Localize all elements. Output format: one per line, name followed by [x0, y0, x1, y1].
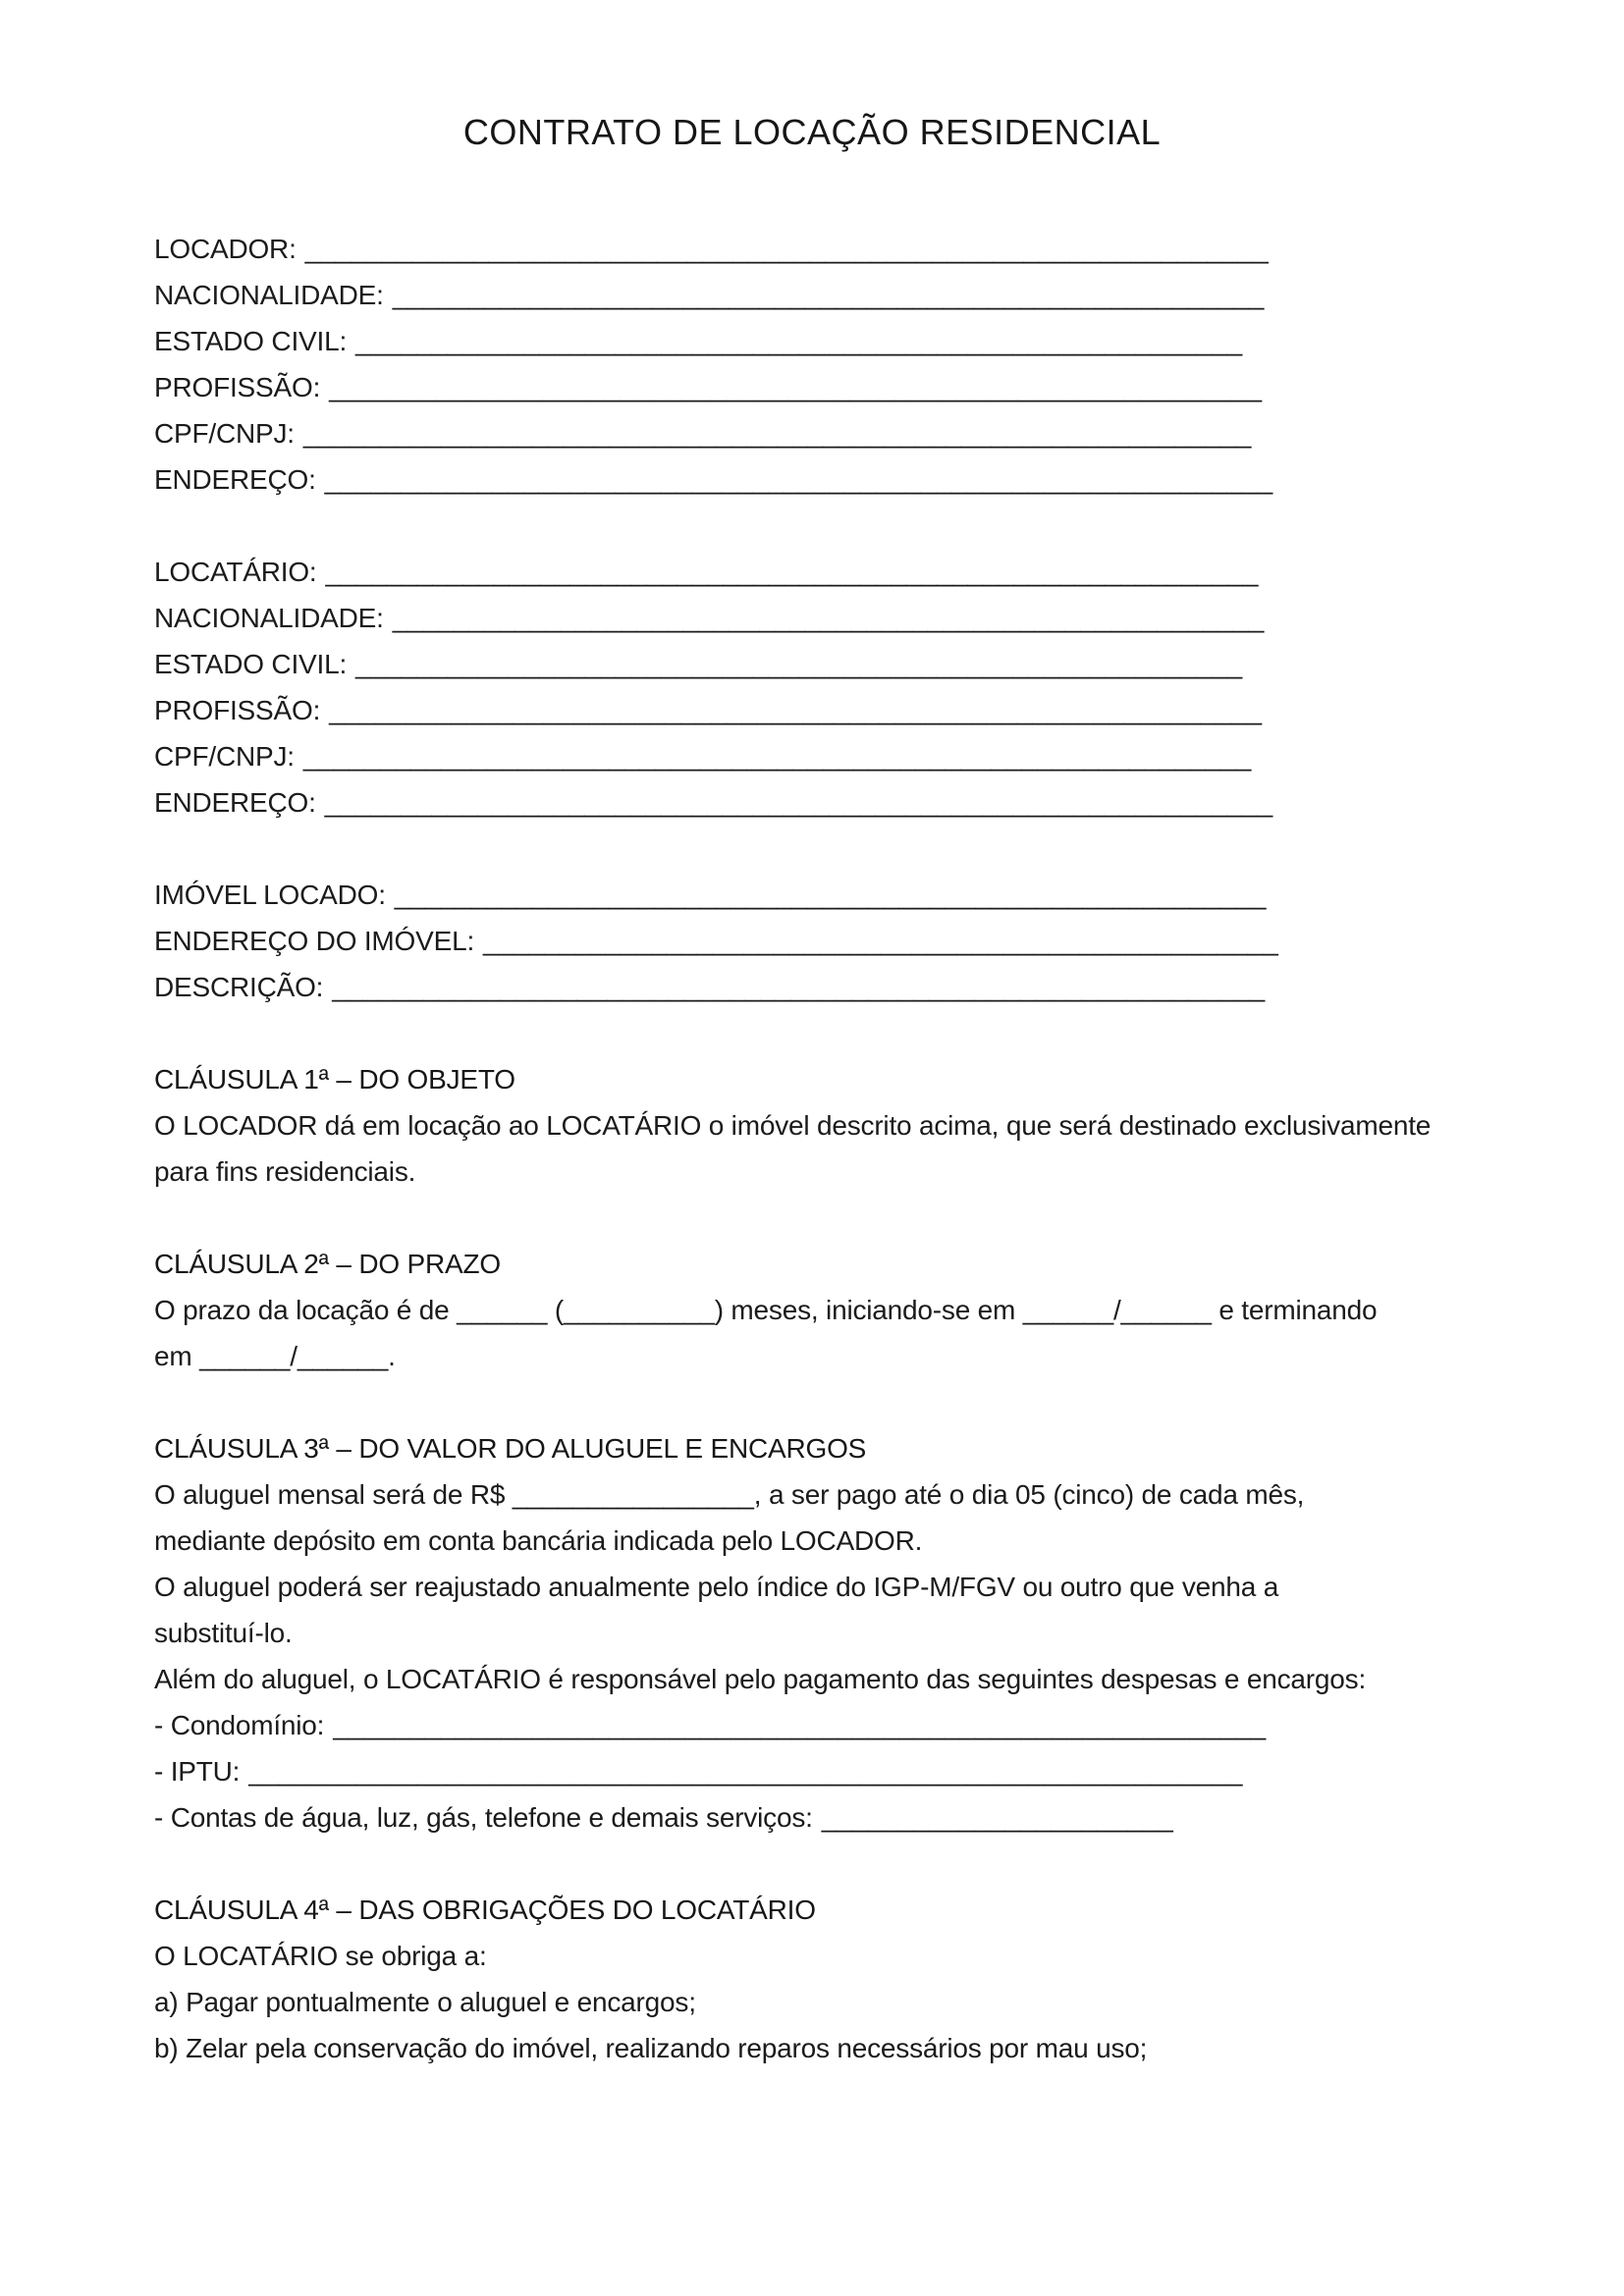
field-blank-locatario: _____________________________________________________________ [325, 557, 1259, 587]
section-locador [154, 226, 1585, 503]
field-condominio [154, 1702, 1585, 1748]
field-label: NACIONALIDADE: [154, 280, 384, 310]
clause-text-line: O aluguel poderá ser reajustado anualmente pelo índice do IGP-M/FGV ou outro que venha a [154, 1572, 1279, 1602]
clause-text-line: substituí-lo. [154, 1618, 293, 1648]
clause-3-valor-aluguel [154, 1425, 1585, 1841]
clause-text-line: em ______/______. [154, 1341, 396, 1371]
field-blank-condominio: _____________________________________________________________ [333, 1710, 1267, 1740]
field-label: ESTADO CIVIL: [154, 326, 348, 356]
field-label: ENDEREÇO: [154, 464, 316, 495]
clause-text-line: O LOCADOR dá em locação ao LOCATÁRIO o imóvel descrito acima, que será destinado exclusivamente [154, 1110, 1432, 1141]
field-label: ENDEREÇO: [154, 787, 316, 818]
field-label: ESTADO CIVIL: [154, 649, 348, 679]
clause-text-line: para fins residenciais. [154, 1156, 416, 1187]
field-label: CPF/CNPJ: [154, 418, 295, 449]
field-blank-endereco-do-imovel: ____________________________________________________ [483, 926, 1278, 956]
clause-text-line: a) Pagar pontualmente o aluguel e encargos; [154, 1987, 696, 2017]
field-profissao-locatario [154, 687, 1585, 733]
field-blank-nacionalidade: _________________________________________________________ [392, 603, 1265, 633]
field-blank-estado-civil: __________________________________________________________ [355, 649, 1243, 679]
field-label: LOCADOR: [154, 234, 297, 264]
clause-heading: CLÁUSULA 4ª – DAS OBRIGAÇÕES DO LOCATÁRIO [154, 1895, 816, 1925]
field-cpf-cnpj-locador [154, 410, 1585, 456]
clause-text-line: mediante depósito em conta bancária indicada pelo LOCADOR. [154, 1525, 923, 1556]
field-locatario [154, 549, 1585, 595]
field-label: - IPTU: [154, 1756, 241, 1787]
field-blank-descricao: _____________________________________________________________ [332, 972, 1266, 1002]
field-blank-cpf-cnpj: ______________________________________________________________ [302, 418, 1252, 449]
field-label: - Contas de água, luz, gás, telefone e demais serviços: [154, 1802, 813, 1833]
field-nacionalidade-locador [154, 272, 1585, 318]
field-label: - Condomínio: [154, 1710, 325, 1740]
field-blank-profissao: _____________________________________________________________ [329, 695, 1263, 725]
field-label: ENDEREÇO DO IMÓVEL: [154, 926, 475, 956]
field-label: IMÓVEL LOCADO: [154, 880, 386, 910]
clause-2-prazo [154, 1241, 1585, 1379]
field-estado-civil-locador [154, 318, 1585, 364]
field-estado-civil-locatario [154, 641, 1585, 687]
clause-heading: CLÁUSULA 2ª – DO PRAZO [154, 1249, 501, 1279]
field-blank-profissao: _____________________________________________________________ [329, 372, 1263, 402]
field-blank-estado-civil: __________________________________________________________ [355, 326, 1243, 356]
field-iptu [154, 1748, 1585, 1794]
field-label: NACIONALIDADE: [154, 603, 384, 633]
field-endereco-locador [154, 456, 1585, 503]
field-blank-iptu: _________________________________________________________________ [248, 1756, 1243, 1787]
field-blank-contas-servicos: _______________________ [821, 1802, 1173, 1833]
field-label: LOCATÁRIO: [154, 557, 317, 587]
field-blank-cpf-cnpj: ______________________________________________________________ [302, 741, 1252, 772]
field-endereco-locatario [154, 779, 1585, 826]
clause-text-line: O LOCATÁRIO se obriga a: [154, 1941, 487, 1971]
field-blank-endereco: ______________________________________________________________ [324, 464, 1273, 495]
clause-1-objeto [154, 1056, 1585, 1195]
section-locatario [154, 549, 1585, 826]
clause-text-line: O aluguel mensal será de R$ ________________, a ser pago até o dia 05 (cinco) de cada mês, [154, 1479, 1305, 1510]
field-blank-imovel-locado: _________________________________________________________ [394, 880, 1267, 910]
field-label: PROFISSÃO: [154, 695, 321, 725]
field-endereco-do-imovel [154, 918, 1585, 964]
field-blank-locador: _______________________________________________________________ [304, 234, 1269, 264]
field-profissao-locador [154, 364, 1585, 410]
field-label: DESCRIÇÃO: [154, 972, 324, 1002]
field-cpf-cnpj-locatario [154, 733, 1585, 779]
document-title: CONTRATO DE LOCAÇÃO RESIDENCIAL [462, 112, 1162, 152]
clause-heading: CLÁUSULA 1ª – DO OBJETO [154, 1064, 515, 1095]
field-imovel-locado [154, 872, 1585, 918]
clause-heading: CLÁUSULA 3ª – DO VALOR DO ALUGUEL E ENCARGOS [154, 1433, 867, 1464]
section-imovel [154, 872, 1585, 1010]
clause-4-obrigacoes [154, 1887, 1585, 2071]
document-body [154, 226, 1585, 2071]
field-nacionalidade-locatario [154, 595, 1585, 641]
field-label: CPF/CNPJ: [154, 741, 295, 772]
field-descricao [154, 964, 1585, 1010]
clause-text-line: b) Zelar pela conservação do imóvel, realizando reparos necessários por mau uso; [154, 2033, 1148, 2063]
field-locador [154, 226, 1585, 272]
clause-text-line: O prazo da locação é de ______ (__________) meses, iniciando-se em ______/______ e terminando [154, 1295, 1378, 1325]
field-contas-servicos [154, 1794, 1585, 1841]
field-blank-nacionalidade: _________________________________________________________ [392, 280, 1265, 310]
field-blank-endereco: ______________________________________________________________ [324, 787, 1273, 818]
clause-text-line: Além do aluguel, o LOCATÁRIO é responsável pelo pagamento das seguintes despesas e encargos: [154, 1664, 1367, 1694]
field-label: PROFISSÃO: [154, 372, 321, 402]
